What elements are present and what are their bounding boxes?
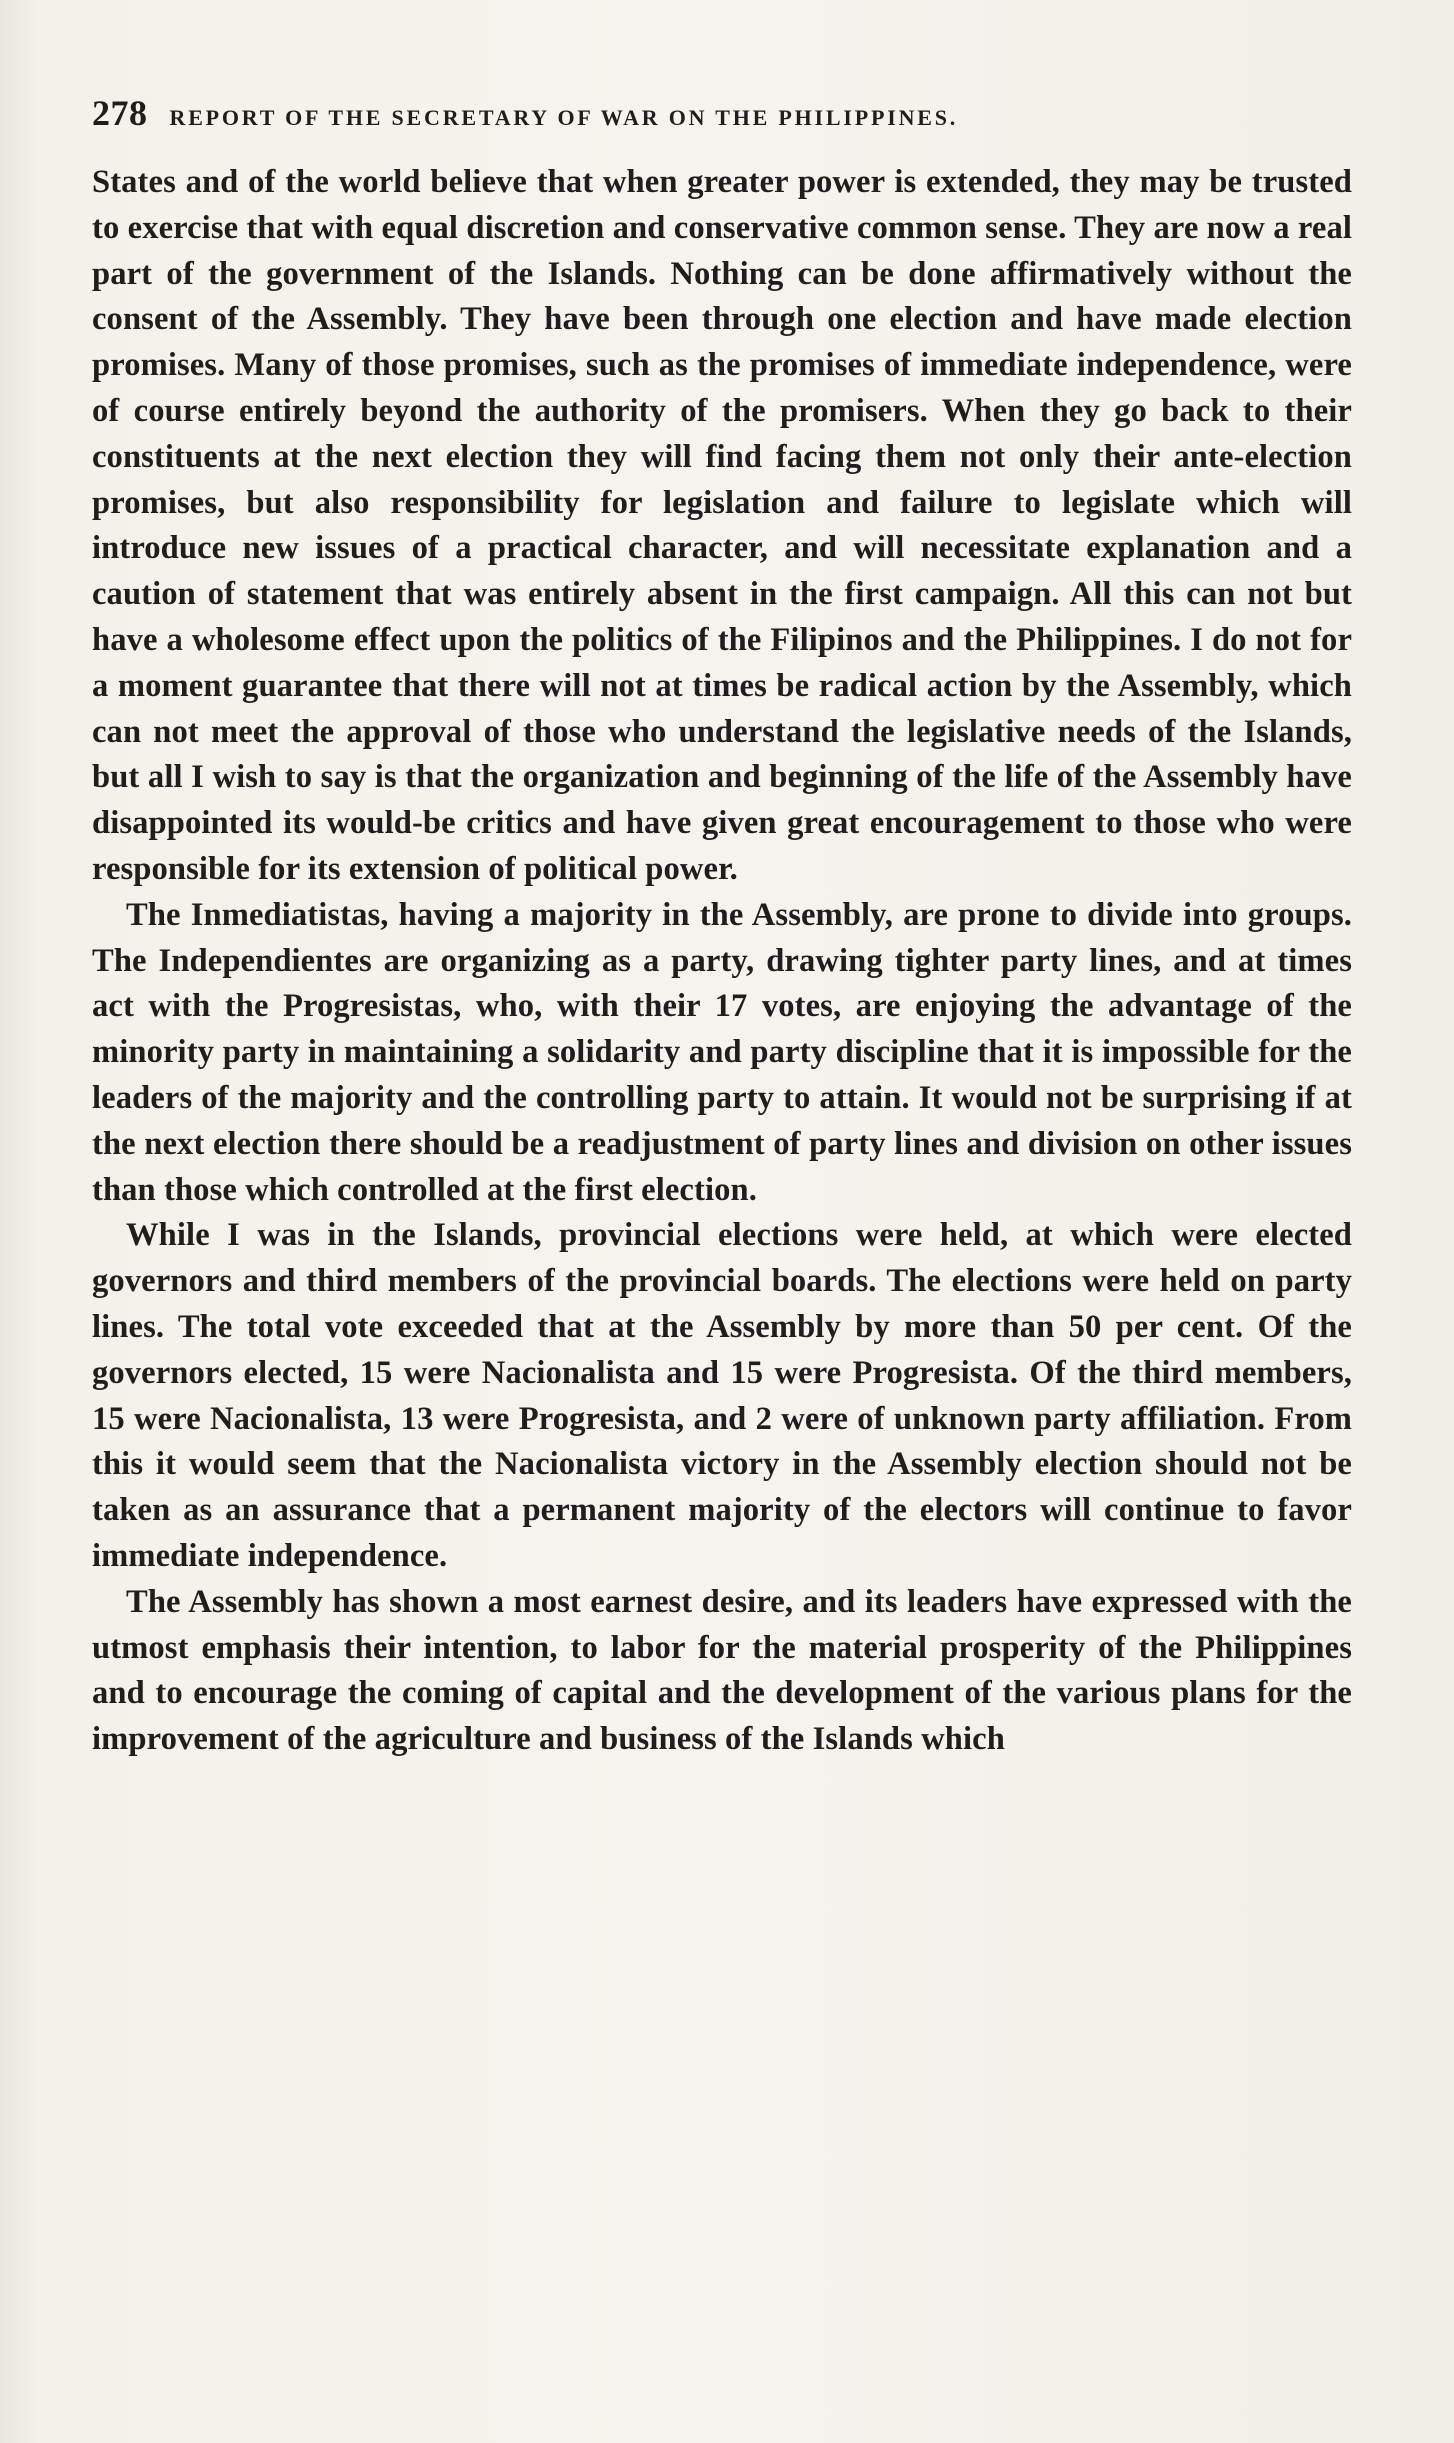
paragraph-continuation: States and of the world believe that when greater power is extended, they may be trusted to exercise that with equal discretion and conservative common sense. They are now a real part of the government of the Islands. Nothing can be done affirmatively without the consent of the Assembly. They have been through one election and have made election promises. Many of those promises, such as the promises of immediate independence, were of course entirely beyond the authority of the promisers. When they go back to their constituents at the next election they will find facing them not only their ante-election promises, but also responsibility for legislation and failure to legislate which will introduce new issues of a practical character, and will necessitate explanation and a caution of statement that was entirely absent in the first campaign. All this can not but have a wholesome effect upon the politics of the Filipinos and the Philippines. I do not for a moment guarantee that there will not at times be radical action by the Assembly, which can not meet the approval of those who understand the legislative needs of the Islands, but all I wish to say is that the organization and beginning of the life of the Assembly have disappointed its would-be critics and have given great encouragement to those who were responsible for its extension of political power. [92,164,1352,887]
running-head: REPORT OF THE SECRETARY OF WAR ON THE PHILIPPINES. [169,105,959,130]
page-number: 278 [92,93,148,133]
body-text [92,160,1352,2390]
paragraph-provincial-elections: While I was in the Islands, provincial elections were held, at which were elected governors and third members of the provincial boards. The elections were held on party lines. The total vote exceeded that at the Assembly by more than 50 per cent. Of the governors elected, 15 were Nacionalista and 15 were Progresista. Of the third members, 15 were Nacionalista, 13 were Progresista, and 2 were of unknown party affiliation. From this it would seem that the Nacionalista victory in the Assembly election should not be taken as an assurance that a permanent majority of the electors will continue to favor immediate independence. [92,1217,1352,1574]
paragraph-inmediatistas: The Inmediatistas, having a majority in the Assembly, are prone to divide into groups. The Independientes are organizing as a party, drawing tighter party lines, and at times act with the Progresistas, who, with their 17 votes, are enjoying the advantage of the minority party in maintaining a solidarity and party discipline that it is impossible for the leaders of the majority and the controlling party to attain. It would not be surprising if at the next election there should be a readjustment of party lines and division on other issues than those which controlled at the first election. [92,896,1352,1208]
page-header [92,92,1354,142]
paragraph-assembly-desire: The Assembly has shown a most earnest desire, and its leaders have expressed with the utmost emphasis their intention, to labor for the material prosperity of the Philippines and to encourage the coming of capital and the development of the various plans for the improvement of the agriculture and business of the Islands which [92,1583,1352,1758]
